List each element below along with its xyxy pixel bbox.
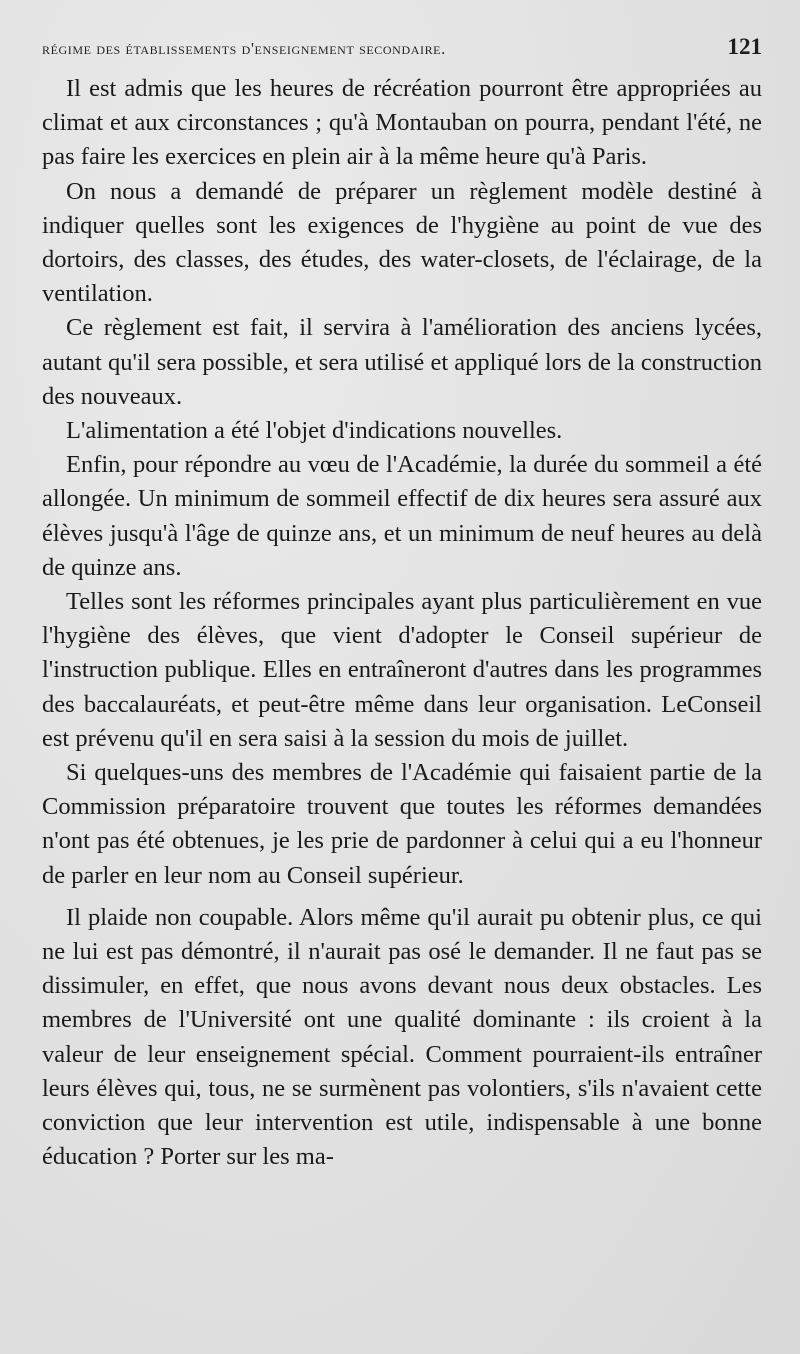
paragraph-alimentation: L'alimentation a été l'objet d'indications nouvelles. [66,417,563,445]
paragraph-sleep: Enfin, pour répondre au vœu de l'Académie, la durée du sommeil a été allongée. Un minimum de sommeil effectif de dix heures sera assuré aux élèves jusqu'à l'âge de quinze ans, et un minimum de neuf heures au delà de quinze ans. [42,451,762,581]
paragraph-old-lycees: Ce règlement est fait, il servira à l'amélioration des anciens lycées, autant qu'il sera possible, et sera utilisé et appliqué lors de la construction des nouveaux. [42,314,762,410]
page-number: 121 [727,34,762,59]
paragraph-reforms: Telles sont les réformes principales ayant plus particulièrement en vue l'hygiène des élèves, que vient d'adopter le Conseil supérieur de l'instruction publique. Elles en entraîneront d'autres dans les programmes des baccalauréats, et peut-être même dans leur organisation. LeConseil est prévenu qu'il en sera saisi à la session du mois de juillet. [42,588,762,752]
body-text [42,72,762,1175]
paragraph-model-regulation: On nous a demandé de préparer un règlement modèle destiné à indiquer quelles sont les exigences de l'hygiène au point de vue des dortoirs, des classes, des études, des water-closets, de l'éclairage, de la ventilation. [42,177,762,308]
paragraph-not-guilty: Il plaide non coupable. Alors même qu'il aurait pu obtenir plus, ce qui ne lui est pas démontré, il n'aurait pas osé le demander. Il ne faut pas se dissimuler, en effet, que nous avons devant nous deux obstacles. Les membres de l'Université ont une qualité dominante : ils croient à la valeur de leur enseignement spécial. Comment pourraient-ils entraîner leurs élèves qui, tous, ne se surmènent pas volontiers, s'ils n'avaient cette conviction que leur intervention est utile, indispensable à une bonne éducation ? Porter sur les ma- [42,903,762,1171]
running-title: régime des établissements d'enseignement secondaire. [42,39,446,58]
running-head [42,34,762,68]
paragraph-commission: Si quelques-uns des membres de l'Académie qui faisaient partie de la Commission préparatoire trouvent que toutes les réformes demandées n'ont pas été obtenues, je les prie de pardonner à celui qui a eu l'honneur de parler en leur nom au Conseil supérieur. [42,759,762,889]
paragraph-recreation: Il est admis que les heures de récréation pourront être appropriées au climat et aux circonstances ; qu'à Montauban on pourra, pendant l'été, ne pas faire les exercices en plein air à la même heure qu'à Paris. [42,75,762,171]
